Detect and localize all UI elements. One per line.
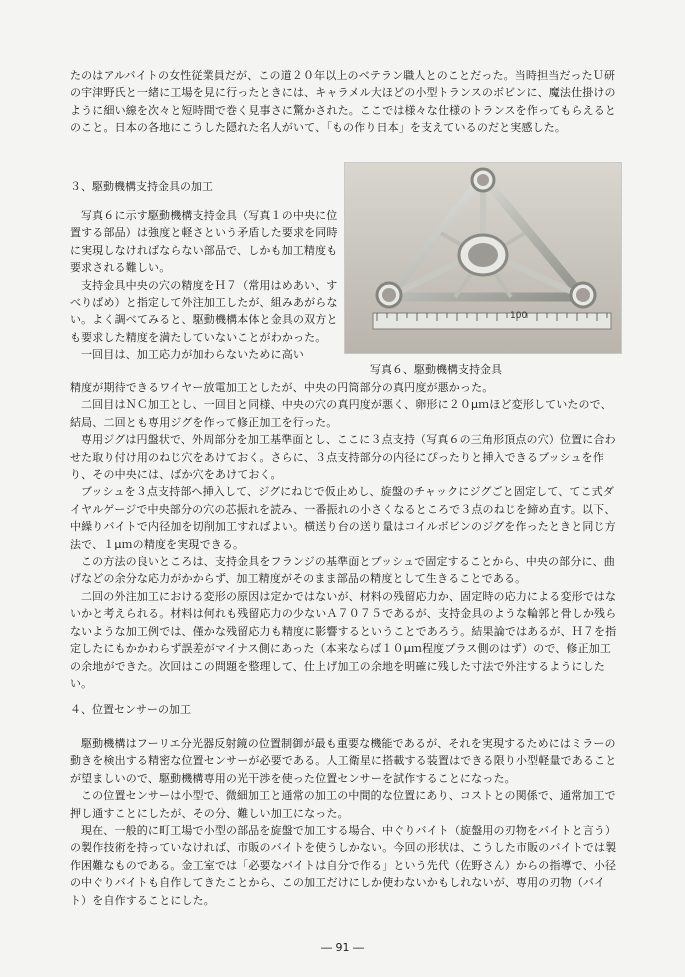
ruler-number-label: 100 [510, 311, 528, 321]
section4-heading: ４、位置センサーの加工 [70, 703, 191, 716]
section3-paragraph: ブッシュを３点支持部へ挿入して、ジグにねじで仮止めし、旋盤のチャックにジグごと固定して、てこ式ダイヤルゲージで中央部分の穴の芯振れを読み、一番振れの小さくなるところで３点のねじを締め直す。以下、中繰りバイトで内径加を切削加工すればよい。横送り台の送り量はコイルボビンのジグを作ったときと同じ方法で、１μｍの精度を実現できる。 [70, 485, 616, 551]
section3-left-column [70, 207, 338, 364]
section4-body [70, 735, 618, 909]
section3-left-paragraph: 一回目は、加工応力が加わらないために高い [81, 348, 304, 362]
photo-6-support-bracket [344, 162, 622, 354]
section3-paragraph: 二回の外注加工における変形の原因は定かではないが、材料の残留応力か、固定時の応力による変形ではないかと考えられる。材料は何れも残留応力の少ないＡ７０７５であるが、支持金具のような輪郭と骨しか残らないような加工例では、僅かな残留応力も精度に影響するということであろう。結果論ではあるが、Ｈ７を指定したにもかかわらず誤差がマイナス側にあった（本来ならば１０μｍ程度プラス側のはず）ので、修正加工の余地ができた。次回はこの問題を整理して、仕上げ加工の余地を明確に残した寸法で外注するようにしたい。 [70, 589, 617, 690]
section3-paragraph: この方法の良いところは、支持金具をフランジの基準面とブッシュで固定することから、中央の部分に、曲げなどの余分な応力がかからず、加工精度がそのまま部品の精度として生きることである。 [70, 555, 615, 586]
section3-heading: ３、駆動機構支持金具の加工 [70, 180, 213, 193]
section3-paragraph: 専用ジグは円盤状で、外周部分を加工基準面とし、ここに３点支持（写真６の三角形頂点の穴）位置に合わせた取り付け用のねじ穴をあけておく。さらに、３点支持部分の内径にぴったりと挿入できるブッシュを作り、その中央には、ばか穴をあけておく。 [70, 433, 616, 482]
section4-paragraph: 現在、一般的に町工場で小型の部品を旋盤で加工する場合、中ぐりバイト（旋盤用の刃物をバイトと言う）の製作技術を持っていなければ、市販のバイトを使うしかない。今回の形状は、こうした市販のバイトでは製作困難なものである。金工室では「必要なバイトは自分で作る」という先代（佐野さん）からの指導で、小径の中ぐりバイトも自作してきたことから、この加工だけにしか使わないかもしれないが、専用の刃物（バイト）を自作することにした。 [70, 824, 617, 907]
section3-paragraph: 二回目はＮＣ加工とし、一回目と同様、中央の穴の真円度が悪く、卵形に２０μｍほど変形していたので、結局、二回とも専用ジグを作って修正加工を行った。 [70, 398, 612, 429]
intro-paragraph: たのはアルバイトの女性従業員だが、この道２０年以上のベテラン職人とのことだった。当時担当だったＵ研の宇津野氏と一緒に工場を見に行ったときには、キャラメル大ほどの小型トランスのボビンに、魔法仕掛けのように細い線を次々と短時間で巻く見事さに驚かされた。ここでは様々な仕様のトランスを作ってもらえるとのこと。日本の各地にこうした隠れた名人がいて、「もの作り日本」を支えているのだと実感した。 [70, 69, 617, 135]
section3-left-paragraph: 写真６に示す駆動機構支持金具（写真１の中央に位置する部品）は強度と軽さという矛盾した要求を同時に実現しなければならない部品で、しかも加工精度も要求される難しい。 [70, 209, 338, 275]
section3-body [70, 379, 618, 692]
page-number: ― 91 ― [321, 941, 364, 954]
section3-left-paragraph: 支持金具中央の穴の精度をＨ７（常用はめあい、すべりばめ）と指定して外注加工したが、組みあがらない。よく調べてみると、駆動機構本体と金具の双方とも要求した精度を満たしていないことがわかった。 [70, 278, 338, 344]
support-bracket-photo-illustration [345, 163, 621, 353]
section3-paragraph: 精度が期待できるワイヤー放電加工としたが、中央の円筒部分の真円度が悪かった。 [70, 381, 494, 394]
section4-paragraph: 駆動機構はフーリエ分光器反射鏡の位置制御が最も重要な機能であるが、それを実現するためにはミラーの動きを検出する精密な位置センサーが必要である。人工衛星に搭載する装置はできる限り小型軽量であることが望ましいので、駆動機構専用の光干渉を使った位置センサーを試作することになった。 [70, 737, 617, 785]
photo-6-caption: 写真６、駆動機構支持金具 [370, 363, 502, 376]
section4-paragraph: この位置センサーは小型で、微細加工と通常の加工の中間的な位置にあり、コストとの関係で、通常加工で押し通すことにしたが、その分、難しい加工になった。 [70, 789, 616, 820]
